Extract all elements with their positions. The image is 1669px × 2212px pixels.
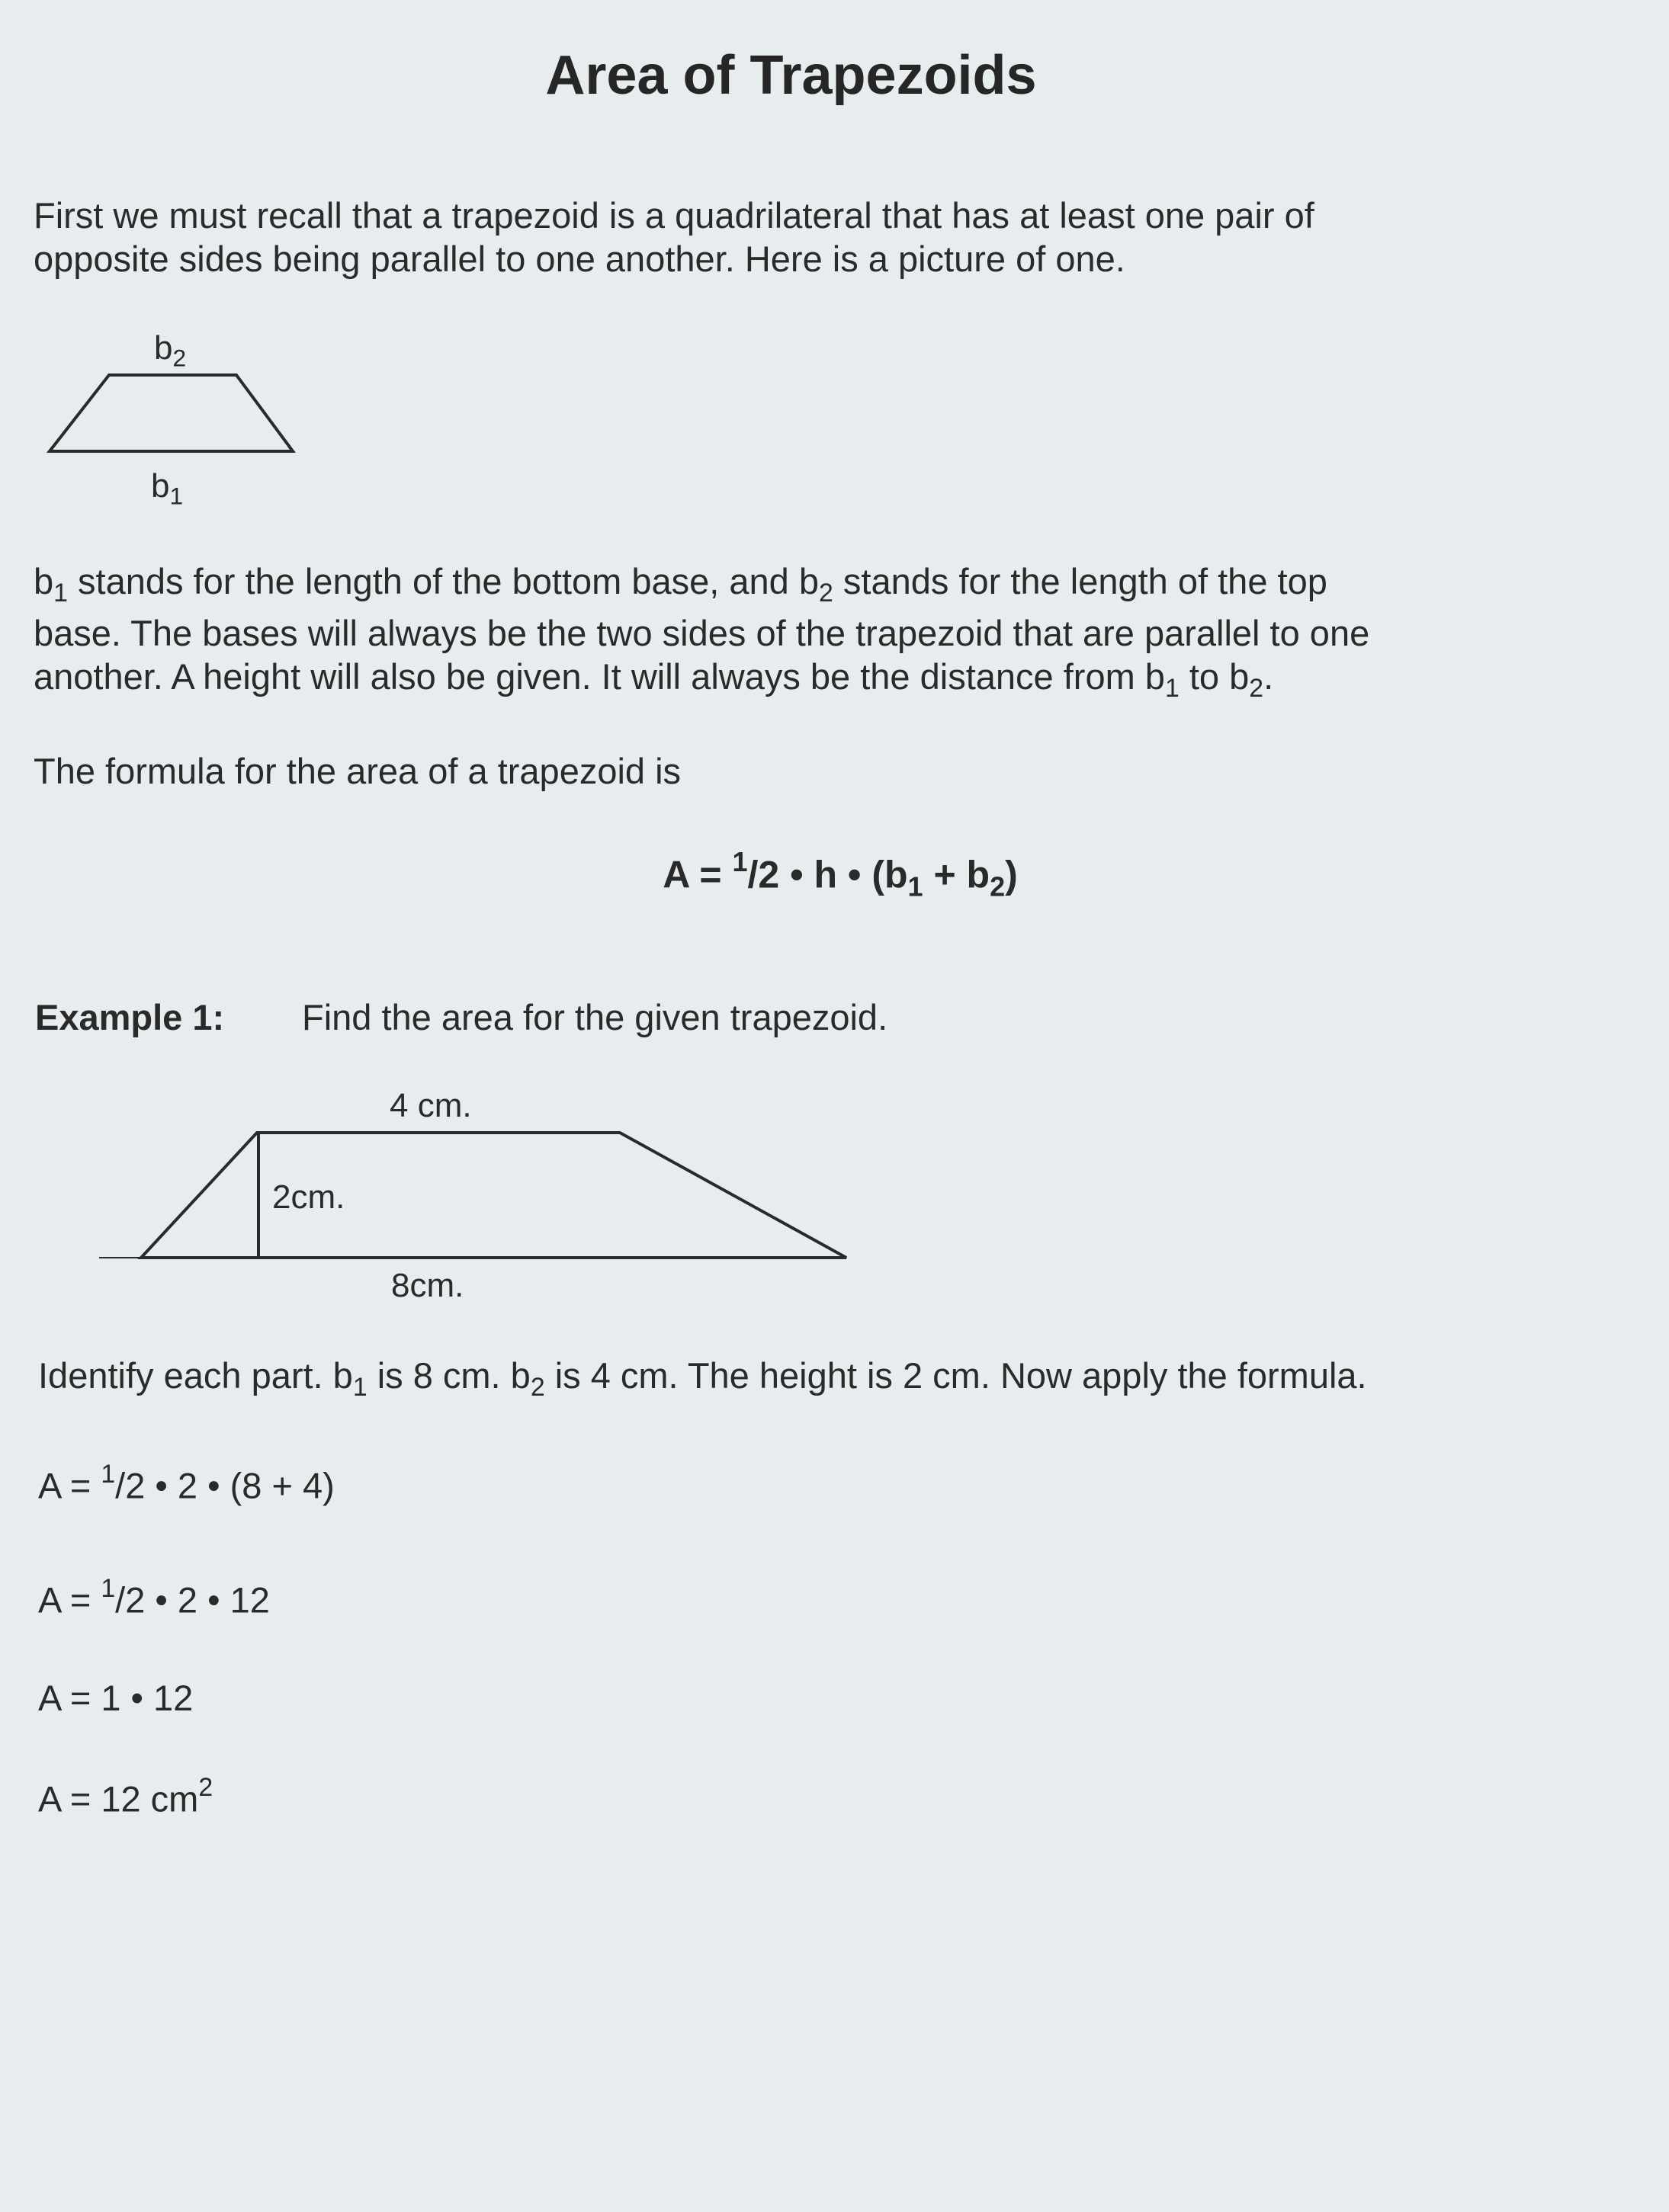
example-bottom-label: 8cm. [391, 1267, 464, 1304]
step-4: A = 12 $cm^2$ [38, 1773, 213, 1819]
identify-line: Identify each part. $b_1$ is 8 cm. $b_2$ is 4 cm. The height is 2 cm. Now apply the formula. [38, 1355, 1367, 1403]
area-formula: A = $^1$/2 • h • $(b_1 + b_2)$ [663, 846, 1018, 902]
top-base-label: $b_2$ [154, 329, 187, 372]
step-3: A = 1 • 12 [38, 1678, 194, 1718]
intro-line-1: First we must recall that a trapezoid is a quadrilateral that has at least one pair of [34, 195, 1314, 236]
trapezoid-diagram-example [141, 1133, 846, 1258]
bases-line-3: another. A height will also be given. It will always be the distance from $b_1$ to $b_2$. [34, 656, 1274, 704]
formula-intro: The formula for the area of a trapezoid is [34, 751, 682, 791]
example-text: Find the area for the given trapezoid. [302, 997, 888, 1037]
step-2: A = $^1$/2 • 2 • 12 [38, 1574, 270, 1621]
bases-line-2: base. The bases will always be the two sides of the trapezoid that are parallel to one [34, 613, 1370, 653]
bases-line-1: $b_1$ stands for the length of the bottom base, and $b_2$ stands for the length of the top [34, 561, 1327, 608]
page-title: Area of Trapezoids [545, 45, 1037, 106]
bottom-base-label: $b_1$ [151, 467, 184, 510]
trapezoid-diagram-1 [50, 375, 293, 451]
example-label: Example 1: [35, 997, 225, 1037]
intro-line-2: opposite sides being parallel to one another. Here is a picture of one. [34, 239, 1125, 279]
step-1: A = $^1$/2 • 2 • (8 + 4) [38, 1460, 335, 1506]
example-heading [35, 995, 224, 1040]
example-top-label: 4 cm. [390, 1087, 472, 1124]
example-height-label: 2cm. [272, 1178, 345, 1216]
